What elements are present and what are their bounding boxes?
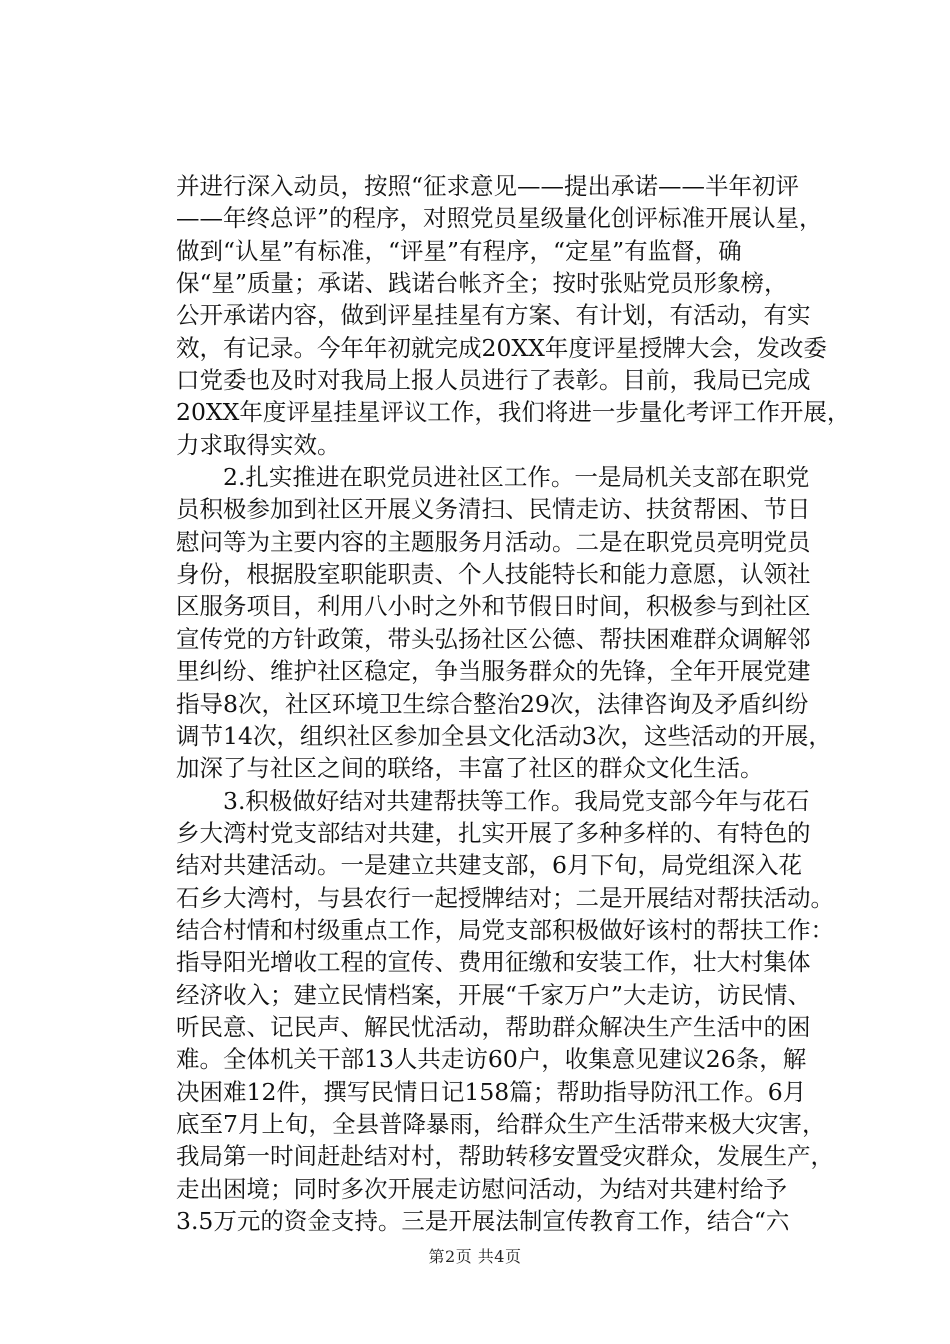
text-line: 3.5万元的资金支持。三是开展法制宣传教育工作，结合“六: [176, 1207, 790, 1235]
paragraph-start-line: 2.扎实推进在职党员进社区工作。一是局机关支部在职党: [176, 463, 810, 492]
text-line: 效，有记录。今年年初就完成20XX年度评星授牌大会，发改委: [176, 333, 827, 362]
page-number-footer: 第2页 共4页: [428, 1247, 522, 1266]
text-line: 难。全体机关干部13人共走访60户，收集意见建议26条，解: [176, 1045, 807, 1074]
text-line: 调节14次，组织社区参加全县文化活动3次，这些活动的开展，: [176, 721, 832, 750]
text-line: 口党委也及时对我局上报人员进行了表彰。目前，我局已完成: [176, 366, 811, 395]
text-line: 力求取得实效。: [176, 430, 341, 459]
text-line: 20XX年度评星挂星评议工作，我们将进一步量化考评工作开展，: [176, 398, 851, 427]
text-line: 乡大湾村党支部结对共建，扎实开展了多种多样的、有特色的: [176, 818, 811, 847]
text-line: 结合村情和村级重点工作，局党支部积极做好该村的帮扶工作：: [176, 915, 834, 944]
text-line: 走出困境；同时多次开展走访慰问活动，为结对共建村给予: [176, 1174, 787, 1203]
text-line: 石乡大湾村，与县农行一起授牌结对；二是开展结对帮扶活动。: [176, 883, 834, 912]
text-line: 公开承诺内容，做到评星挂星有方案、有计划，有活动，有实: [176, 301, 811, 330]
text-line: 经济收入；建立民情档案，开展“千家万户”大走访，访民情、: [176, 980, 812, 1009]
text-line: 我局第一时间赶赴结对村，帮助转移安置受灾群众，发展生产，: [176, 1142, 834, 1171]
text-line: 加深了与社区之间的联络，丰富了社区的群众文化生活。: [176, 754, 764, 783]
text-line: 并进行深入动员，按照“征求意见——提出承诺——半年初评: [176, 172, 800, 200]
text-line: 决困难12件，撰写民情日记158篇；帮助指导防汛工作。6月: [176, 1077, 807, 1106]
text-line: 指导阳光增收工程的宣传、费用征缴和安装工作，壮大村集体: [176, 948, 811, 977]
text-line: 做到“认星”有标准，“评星”有程序，“定星”有监督，确: [176, 236, 742, 265]
text-line: 结对共建活动。一是建立共建支部，6月下旬，局党组深入花: [176, 851, 802, 880]
document-body: [176, 170, 851, 1237]
text-line: 员积极参加到社区开展义务清扫、民情走访、扶贫帮困、节日: [176, 495, 811, 524]
text-line: 指导8次，社区环境卫生综合整治29次，法律咨询及矛盾纠纷: [176, 689, 809, 718]
text-line: 慰问等为主要内容的主题服务月活动。二是在职党员亮明党员: [176, 527, 811, 556]
text-line: 区服务项目，利用八小时之外和节假日时间，积极参与到社区: [176, 592, 811, 621]
text-line: 里纠纷、维护社区稳定，争当服务群众的先锋，全年开展党建: [176, 657, 811, 686]
text-line: 身份，根据股室职能职责、个人技能特长和能力意愿，认领社: [176, 560, 811, 589]
text-line: 听民意、记民声、解民忧活动，帮助群众解决生产生活中的困: [176, 1012, 811, 1041]
text-line: ——年终总评”的程序，对照党员星级量化创评标准开展认星，: [176, 204, 823, 233]
text-line: 保“星”质量；承诺、践诺台帐齐全；按时张贴党员形象榜，: [176, 269, 788, 298]
paragraph-start-line: 3.积极做好结对共建帮扶等工作。我局党支部今年与花石: [176, 786, 810, 815]
text-line: 宣传党的方针政策，带头弘扬社区公德、帮扶困难群众调解邻: [176, 624, 811, 653]
text-line: 底至7月上旬，全县普降暴雨，给群众生产生活带来极大灾害，: [176, 1109, 826, 1138]
